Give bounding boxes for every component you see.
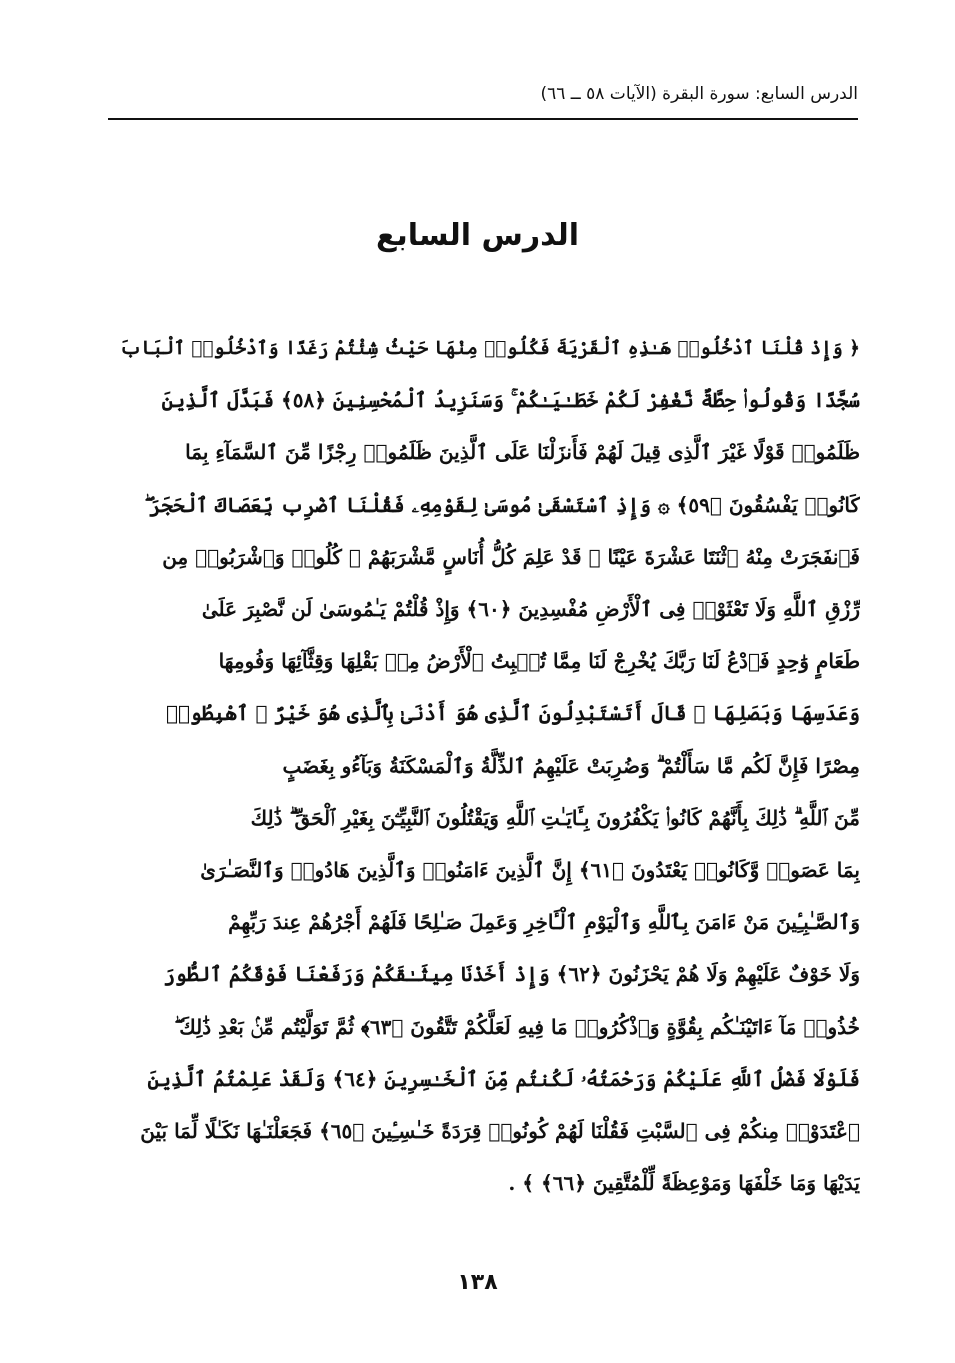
header-rule — [108, 118, 858, 120]
verse-line: رِّزْقِ ٱللَّهِ وَلَا تَعْثَوْا۟ فِى ٱلْأَرْضِ مُفْسِدِينَ ﴿٦٠﴾ وَإِذْ قُلْتُمْ يَـٰمُوسَىٰ لَن نَّصْبِرَ عَلَىٰ — [201, 597, 860, 622]
verse-line: وَعَدَسِهَا وَبَصَلِهَا ۖ قَالَ أَتَسْتَبْدِلُونَ ٱلَّذِى هُوَ أَدْنَىٰ بِٱلَّذِى هُوَ خَيْرٌ ۚ ٱهْبِطُوا۟ — [165, 701, 860, 726]
page-number: ١٣٨ — [457, 1270, 498, 1295]
verse-line: ظَلَمُوا۟ قَوْلًا غَيْرَ ٱلَّذِى قِيلَ لَهُمْ فَأَنزَلْنَا عَلَى ٱلَّذِينَ ظَلَمُوا۟ رِجْزًا مِّنَ ٱلسَّمَآءِ بِمَا — [185, 440, 860, 465]
verse-line: فَٱنفَجَرَتْ مِنْهُ ٱثْنَتَا عَشْرَةَ عَيْنًا ۖ قَدْ عَلِمَ كُلُّ أُنَاسٍ مَّشْرَبَهُمْ ۖ كُلُوا۟ وَٱشْرَبُوا۟ مِن — [162, 544, 860, 569]
verse-line: بِمَا عَصَوا۟ وَّكَانُوا۟ يَعْتَدُونَ ﴿٦١﴾ إِنَّ ٱلَّذِينَ ءَامَنُوا۟ وَٱلَّذِينَ هَادُوا۟ وَٱلنَّصَـٰرَىٰ — [200, 857, 860, 882]
verse-line-final: يَدَيْهَا وَمَا خَلْفَهَا وَمَوْعِظَةً لِّلْمُتَّقِينَ ﴿٦٦﴾ ﴾ . — [508, 1171, 860, 1196]
verse-line: طَعَامٍ وَٰحِدٍ فَٱدْعُ لَنَا رَبَّكَ يُخْرِجْ لَنَا مِمَّا تُنۢبِتُ ٱلْأَرْضُ مِنۢ بَقْلِهَا وَقِثَّآئِهَا وَفُومِهَا — [218, 649, 860, 674]
verse-line: ٱعْتَدَوْا۟ مِنكُمْ فِى ٱلسَّبْتِ فَقُلْنَا لَهُمْ كُونُوا۟ قِرَدَةً خَـٰسِـِٔينَ ﴿٦٥﴾ فَجَعَلْنَـٰهَا نَكَـٰلًا لِّمَا بَيْنَ — [140, 1118, 860, 1143]
verse-line: ﴿ وَإِذْ قُلْنَا ٱدْخُلُوا۟ هَـٰذِهِ ٱلْقَرْيَةَ فَكُلُوا۟ مِنْهَا حَيْثُ شِئْتُمْ رَغَدًا وَٱدْخُلُوا۟ ٱلْبَابَ — [119, 337, 860, 359]
lesson-title: الدرس السابع — [375, 218, 580, 253]
verse-line: مِصْرًا فَإِنَّ لَكُم مَّا سَأَلْتُمْ ۗ وَضُرِبَتْ عَلَيْهِمُ ٱلذِّلَّةُ وَٱلْمَسْكَنَةُ وَبَآءُو بِغَضَبٍ — [282, 753, 860, 778]
running-header: الدرس السابع: سورة البقرة (الآيات ٥٨ ــ ٦٦) — [540, 84, 858, 104]
verse-line: مِّنَ ٱللَّهِ ۗ ذَٰلِكَ بِأَنَّهُمْ كَانُوا۟ يَكْفُرُونَ بِـَٔايَـٰتِ ٱللَّهِ وَيَقْتُلُونَ ٱلنَّبِيِّـۧنَ بِغَيْرِ ٱلْحَقِّ ۗ ذَٰلِكَ — [250, 805, 860, 830]
quran-verses-block — [105, 322, 860, 1209]
verse-line: فَلَوْلَا فَضْلُ ٱللَّهِ عَلَيْكُمْ وَرَحْمَتُهُۥ لَكُنتُم مِّنَ ٱلْخَـٰسِرِينَ ﴿٦٤﴾ وَلَقَدْ عَلِمْتُمُ ٱلَّذِينَ — [147, 1066, 860, 1091]
verse-line: وَٱلصَّـٰبِـِٔينَ مَنْ ءَامَنَ بِٱللَّهِ وَٱلْيَوْمِ ٱلْـَٔاخِرِ وَعَمِلَ صَـٰلِحًا فَلَهُمْ أَجْرُهُمْ عِندَ رَبِّهِمْ — [228, 910, 860, 935]
verse-line: كَانُوا۟ يَفْسُقُونَ ﴿٥٩﴾ ۞ وَإِذِ ٱسْتَسْقَىٰ مُوسَىٰ لِقَوْمِهِۦ فَقُلْنَا ٱضْرِب بِّعَصَاكَ ٱلْحَجَرَ ۖ — [144, 492, 860, 517]
verse-line: خُذُوا۟ مَآ ءَاتَيْنَـٰكُم بِقُوَّةٍ وَٱذْكُرُوا۟ مَا فِيهِ لَعَلَّكُمْ تَتَّقُونَ ﴿٦٣﴾ ثُمَّ تَوَلَّيْتُم مِّنۢ بَعْدِ ذَٰلِكَ ۖ — [174, 1014, 860, 1039]
verse-line: وَلَا خَوْفٌ عَلَيْهِمْ وَلَا هُمْ يَحْزَنُونَ ﴿٦٢﴾ وَإِذْ أَخَذْنَا مِيثَـٰقَكُمْ وَرَفَعْنَا فَوْقَكُمُ ٱلطُّورَ — [163, 962, 860, 987]
verse-line: سُجَّدًا وَقُولُوا۟ حِطَّةٌ نَّغْفِرْ لَكُمْ خَطَـٰيَـٰكُمْ ۚ وَسَنَزِيدُ ٱلْمُحْسِنِينَ ﴿٥٨﴾ فَبَدَّلَ ٱلَّذِينَ — [161, 388, 860, 413]
